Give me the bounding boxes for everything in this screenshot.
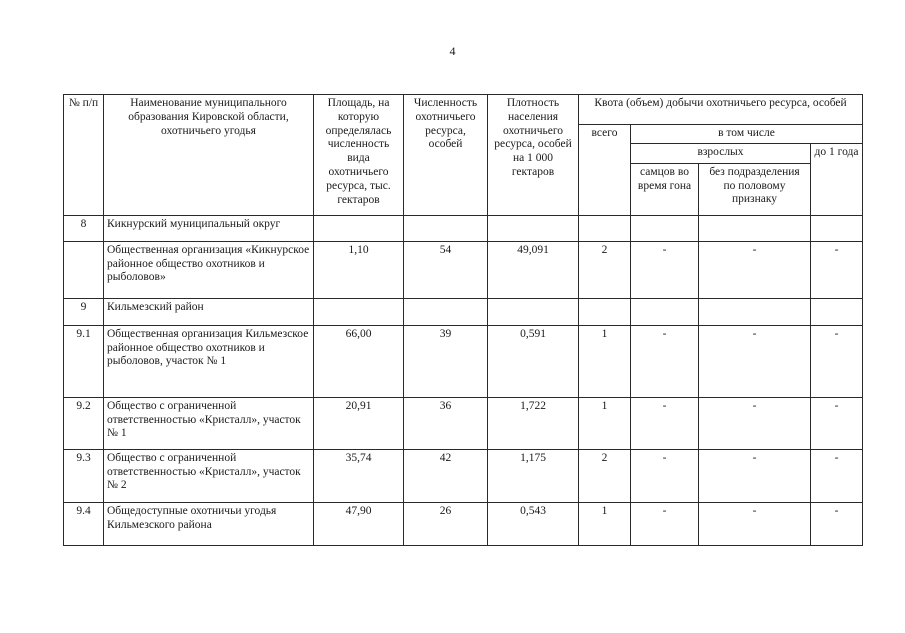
cell-density <box>488 298 579 325</box>
table-row <box>64 298 863 325</box>
header-num: № п/п <box>64 95 104 216</box>
cell-name: Общедоступные охотничьи угодья Кильмезского района <box>104 502 314 545</box>
cell-density: 0,591 <box>488 325 579 397</box>
cell-males: - <box>631 241 699 298</box>
cell-nodiv <box>699 215 811 241</box>
cell-population: 42 <box>404 449 488 502</box>
cell-area: 35,74 <box>314 449 404 502</box>
cell-nodiv: - <box>699 325 811 397</box>
cell-area <box>314 215 404 241</box>
cell-area: 66,00 <box>314 325 404 397</box>
cell-under1: - <box>811 325 863 397</box>
table-row <box>64 325 863 397</box>
cell-under1: - <box>811 502 863 545</box>
header-under-one: до 1 года <box>811 143 863 215</box>
header-including: в том числе <box>631 125 863 144</box>
cell-nodiv: - <box>699 502 811 545</box>
cell-nodiv: - <box>699 449 811 502</box>
header-males-rut: самцов во время гона <box>631 163 699 215</box>
cell-population <box>404 215 488 241</box>
cell-males: - <box>631 502 699 545</box>
table-header <box>64 95 863 216</box>
cell-nodiv: - <box>699 241 811 298</box>
cell-population: 26 <box>404 502 488 545</box>
cell-males: - <box>631 397 699 449</box>
cell-total: 1 <box>579 325 631 397</box>
cell-males: - <box>631 449 699 502</box>
cell-under1: - <box>811 397 863 449</box>
cell-under1: - <box>811 449 863 502</box>
cell-num <box>64 241 104 298</box>
table-row <box>64 215 863 241</box>
cell-total: 2 <box>579 449 631 502</box>
cell-population: 36 <box>404 397 488 449</box>
table-body <box>64 215 863 545</box>
cell-num: 8 <box>64 215 104 241</box>
cell-num: 9 <box>64 298 104 325</box>
cell-density <box>488 215 579 241</box>
table-row <box>64 241 863 298</box>
cell-total: 2 <box>579 241 631 298</box>
cell-total: 1 <box>579 502 631 545</box>
cell-population <box>404 298 488 325</box>
cell-name: Общественная организация «Кикнурское районное общество охотников и рыболовов» <box>104 241 314 298</box>
cell-area <box>314 298 404 325</box>
cell-name: Общество с ограниченной ответственностью «Кристалл», участок № 2 <box>104 449 314 502</box>
header-adults: взрослых <box>631 143 811 163</box>
header-total: всего <box>579 125 631 216</box>
cell-under1: - <box>811 241 863 298</box>
cell-nodiv: - <box>699 397 811 449</box>
header-quota: Квота (объем) добычи охотничьего ресурса, особей <box>579 95 863 125</box>
cell-name: Кикнурский муниципальный округ <box>104 215 314 241</box>
cell-name: Кильмезский район <box>104 298 314 325</box>
cell-population: 39 <box>404 325 488 397</box>
header-no-sex-division: без подразделения по половому признаку <box>699 163 811 215</box>
header-population: Численность охотничьего ресурса, особей <box>404 95 488 216</box>
page-number: 4 <box>449 44 456 58</box>
header-density: Плотность населения охотничьего ресурса, особей на 1 000 гектаров <box>488 95 579 216</box>
cell-num: 9.2 <box>64 397 104 449</box>
cell-under1 <box>811 215 863 241</box>
cell-density: 1,722 <box>488 397 579 449</box>
cell-total <box>579 215 631 241</box>
cell-density: 0,543 <box>488 502 579 545</box>
cell-males: - <box>631 325 699 397</box>
cell-num: 9.4 <box>64 502 104 545</box>
cell-nodiv <box>699 298 811 325</box>
cell-name: Общественная организация Кильмезское районное общество охотников и рыболовов, участок № 1 <box>104 325 314 397</box>
cell-area: 20,91 <box>314 397 404 449</box>
cell-total <box>579 298 631 325</box>
header-area: Площадь, на которую определялась численность вида охотничьего ресурса, тыс. гектаров <box>314 95 404 216</box>
cell-density: 49,091 <box>488 241 579 298</box>
cell-name: Общество с ограниченной ответственностью «Кристалл», участок № 1 <box>104 397 314 449</box>
cell-num: 9.3 <box>64 449 104 502</box>
cell-num: 9.1 <box>64 325 104 397</box>
cell-population: 54 <box>404 241 488 298</box>
header-name: Наименование муниципального образования Кировской области, охотничьего угодья <box>104 95 314 216</box>
quota-table <box>63 94 863 546</box>
cell-area: 1,10 <box>314 241 404 298</box>
table-row <box>64 502 863 545</box>
cell-density: 1,175 <box>488 449 579 502</box>
cell-males <box>631 215 699 241</box>
cell-males <box>631 298 699 325</box>
cell-area: 47,90 <box>314 502 404 545</box>
table-row <box>64 449 863 502</box>
table-row <box>64 397 863 449</box>
cell-under1 <box>811 298 863 325</box>
cell-total: 1 <box>579 397 631 449</box>
